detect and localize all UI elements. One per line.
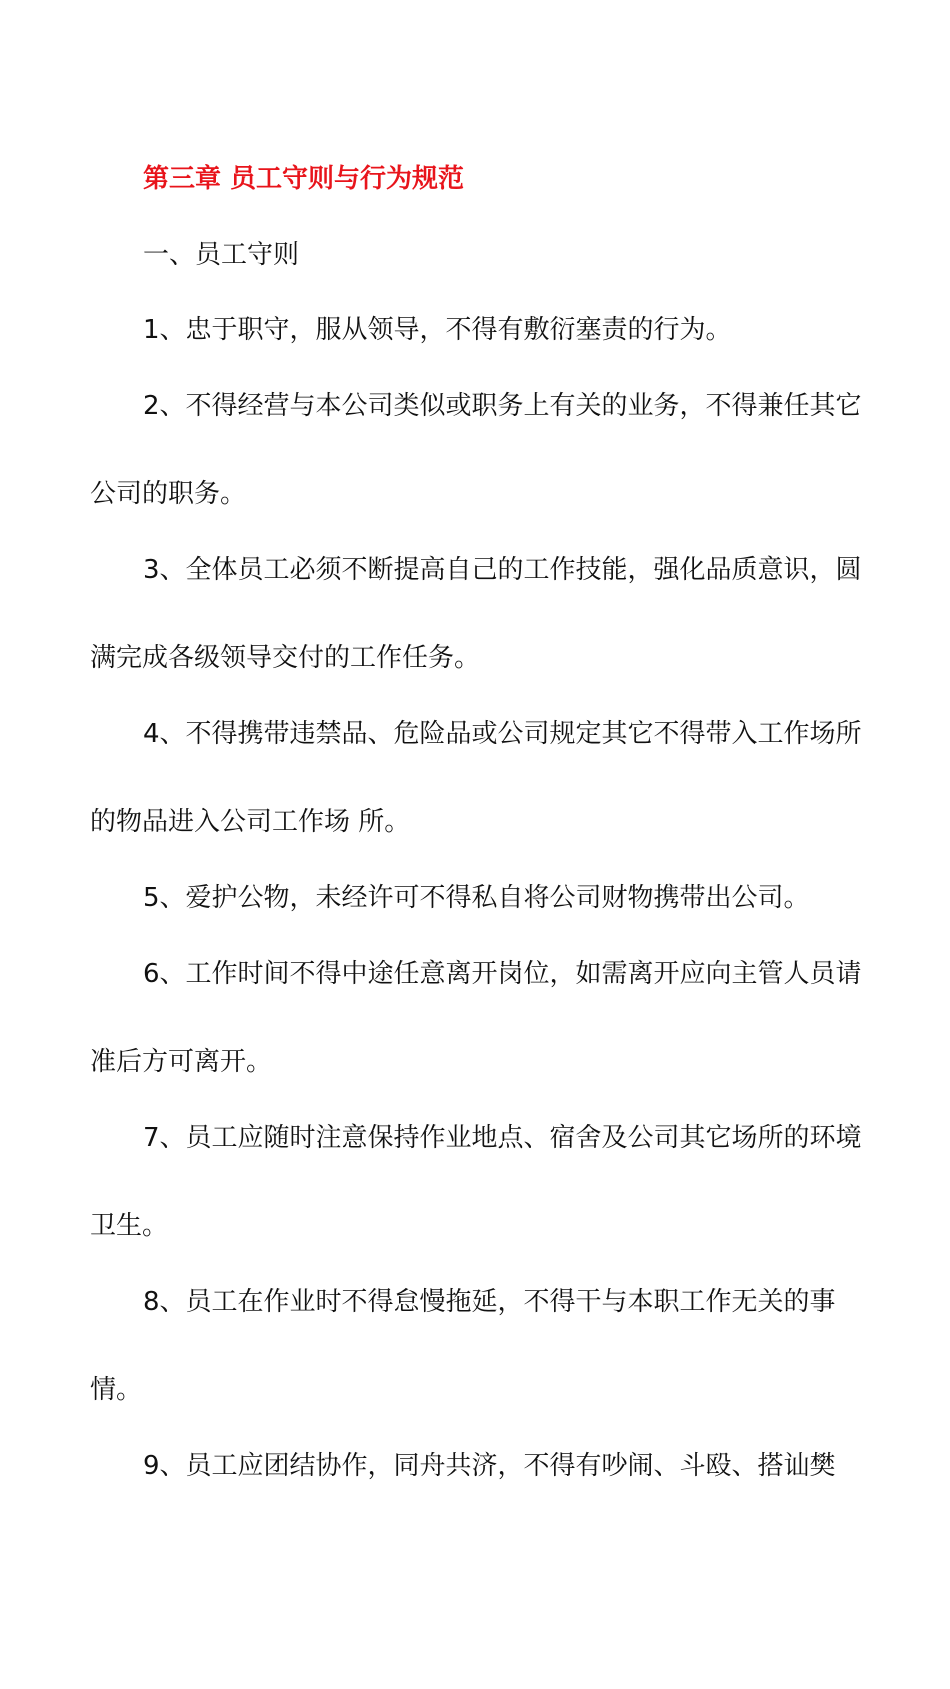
rule-8: 8、员工在作业时不得怠慢拖延，不得干与本职工作无关的事 (143, 1287, 836, 1317)
rule-3-continuation: 满完成各级领导交付的工作任务。 (90, 643, 481, 673)
section-title: 一、员工守则 (143, 240, 300, 270)
rule-5: 5、爱护公物，未经许可不得私自将公司财物携带出公司。 (143, 883, 810, 913)
rule-7-continuation: 卫生。 (90, 1211, 169, 1241)
rule-3: 3、全体员工必须不断提高自己的工作技能，强化品质意识，圆 (143, 555, 862, 585)
rule-4: 4、不得携带违禁品、危险品或公司规定其它不得带入工作场所 (143, 719, 862, 749)
rule-2-continuation: 公司的职务。 (90, 479, 247, 509)
rule-6-continuation: 准后方可离开。 (90, 1047, 273, 1077)
rule-8-continuation: 情。 (90, 1375, 143, 1405)
rule-7: 7、员工应随时注意保持作业地点、宿舍及公司其它场所的环境 (143, 1123, 862, 1153)
rule-9: 9、员工应团结协作，同舟共济，不得有吵闹、斗殴、搭讪樊 (143, 1451, 836, 1481)
rule-2: 2、不得经营与本公司类似或职务上有关的业务，不得兼任其它 (143, 391, 862, 421)
chapter-title: 第三章 员工守则与行为规范 (143, 164, 465, 194)
rule-4-continuation: 的物品进入公司工作场 所。 (90, 807, 411, 837)
rule-1: 1、忠于职守，服从领导，不得有敷衍塞责的行为。 (143, 315, 732, 345)
rule-6: 6、工作时间不得中途任意离开岗位，如需离开应向主管人员请 (143, 959, 862, 989)
